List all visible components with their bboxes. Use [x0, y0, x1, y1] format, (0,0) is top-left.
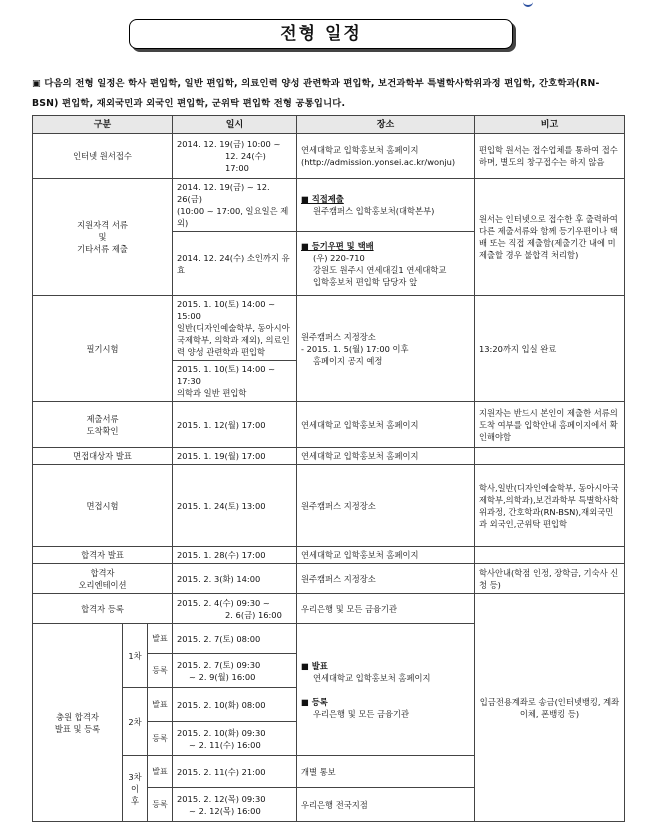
- table-row: [33, 465, 625, 547]
- header-place: 장소: [297, 116, 475, 134]
- row-date: 2015. 1. 12(월) 17:00: [173, 402, 297, 448]
- header-date: 일시: [173, 116, 297, 134]
- row-date: [173, 722, 297, 756]
- row-category: 합격자 발표: [33, 547, 173, 564]
- date-line: 2015. 1. 10(토) 14:00 ~ 15:00: [177, 299, 276, 321]
- row-date: 2015. 2. 11(수) 21:00: [173, 756, 297, 788]
- announce-label: 발표: [148, 688, 173, 722]
- row-note: 13:20까지 입실 완료: [475, 296, 625, 402]
- date-line: ~ 2. 9(월) 16:00: [189, 671, 256, 682]
- row-date: 2014. 12. 24(수) 소인까지 유효: [173, 232, 297, 296]
- place-line: 입학홍보처 편입학 담당자 앞: [313, 276, 418, 287]
- date-line: 2015. 2. 4(수) 09:30 ~: [177, 597, 270, 608]
- schedule-table: [32, 115, 625, 822]
- table-row: [33, 594, 625, 624]
- row-note: 입금전용계좌로 송금(인터넷뱅킹, 계좌이체, 폰뱅킹 등): [475, 594, 625, 822]
- date-line: 2015. 2. 10(화) 09:30: [177, 727, 266, 738]
- place-line: (http://admission.yonsei.ac.kr/wonju): [301, 157, 456, 167]
- row-place: 연세대학교 입학홍보처 홈페이지: [297, 402, 475, 448]
- row-date: 2015. 1. 24(토) 13:00: [173, 465, 297, 547]
- announce-label: 발표: [148, 624, 173, 654]
- date-line: 12. 24(수) 17:00: [225, 151, 266, 173]
- category-line: 및: [98, 232, 107, 242]
- date-line: 2015. 2. 12(목) 09:30: [177, 793, 266, 804]
- row-place: 연세대학교 입학홍보처 홈페이지: [297, 547, 475, 564]
- place-line: 우리은행 및 모든 금융기관: [313, 708, 410, 719]
- page-title: 전형 일정: [129, 19, 513, 49]
- row-category: [33, 179, 173, 296]
- row-date: [173, 788, 297, 822]
- row-note: 지원자는 반드시 본인이 제출한 서류의 도착 여부를 입학안내 홈페이지에서 확인해야함: [475, 402, 625, 448]
- row-place: 우리은행 및 모든 금융기관: [297, 594, 475, 624]
- row-date: 2015. 1. 19(월) 17:00: [173, 448, 297, 465]
- date-line: 2015. 1. 10(토) 14:00 ~ 17:30: [177, 364, 276, 386]
- row-note: 편입학 원서는 접수업체를 통하여 접수하며, 별도의 창구접수는 하지 않음: [475, 134, 625, 179]
- row-category: 합격자 등록: [33, 594, 173, 624]
- announce-label: 발표: [148, 756, 173, 788]
- row-place: 원주캠퍼스 지정장소: [297, 465, 475, 547]
- date-line: 의학과 일반 편입학: [177, 388, 247, 398]
- date-line: 2. 6(금) 16:00: [225, 609, 282, 620]
- intro-text: ▣ 다음의 전형 일정은 학사 편입학, 일반 편입학, 의료인력 양성 관련학과 편입학, 보건과학부 특별학사학위과정 편입학, 간호학과(RN-BSN) 편입학, 재외국민과 외국인 편입학, 군위탁 편입학 전형 공통입니다.: [32, 78, 600, 109]
- table-row: [33, 296, 625, 361]
- table-row: [33, 448, 625, 465]
- row-category: [33, 564, 173, 594]
- row-date: [173, 296, 297, 361]
- place-title: ■ 발표: [301, 660, 328, 671]
- row-category: [33, 402, 173, 448]
- row-place: [297, 134, 475, 179]
- table-row: [33, 179, 625, 232]
- place-line: 홈페이지 공지 예정: [313, 355, 383, 366]
- table-row: [33, 402, 625, 448]
- row-note: [475, 448, 625, 465]
- date-line: ~ 2. 12(목) 16:00: [189, 805, 261, 816]
- place-title: ■ 등기우편 및 택배: [301, 240, 374, 251]
- register-label: 등록: [148, 788, 173, 822]
- round-line: 이후: [130, 783, 139, 806]
- row-date: [173, 134, 297, 179]
- row-note: 학사,일반(디자인예술학부, 동아시아국제학부,의학과),보건과학부 특별학사학위과정, 간호학과(RN-BSN),재외국민과 외국인,군위탁 편입학: [475, 465, 625, 547]
- row-place: [297, 179, 475, 232]
- category-line: 합격자: [90, 567, 115, 578]
- row-date: 2015. 2. 7(토) 08:00: [173, 624, 297, 654]
- place-line: 연세대학교 입학홍보처 홈페이지: [313, 672, 431, 683]
- date-line: (10:00 ~ 17:00, 일요일은 제외): [177, 206, 289, 228]
- date-line: 2014. 12. 19(금) ~ 12. 26(금): [177, 182, 270, 204]
- row-note: 원서는 인터넷으로 접수한 후 출력하여 다른 제출서류와 함께 등기우편이나 택배 또는 직접 제출함(제출기간 내에 미제출할 경우 불합격 처리함): [475, 179, 625, 296]
- row-date: [173, 179, 297, 232]
- date-line: 2015. 2. 7(토) 09:30: [177, 659, 261, 670]
- round-line: 3차: [128, 771, 142, 782]
- round-label: 1차: [123, 624, 148, 688]
- row-note: [475, 547, 625, 564]
- row-place: [297, 232, 475, 296]
- register-label: 등록: [148, 654, 173, 688]
- category-line: 제출서류: [86, 413, 119, 424]
- row-category: 면접대상자 발표: [33, 448, 173, 465]
- category-line: 도착확인: [86, 425, 119, 436]
- place-title: ■ 직접제출: [301, 194, 344, 204]
- row-date: [173, 361, 297, 402]
- spacer: [301, 684, 470, 696]
- row-category: [33, 624, 123, 822]
- row-date: 2015. 2. 10(화) 08:00: [173, 688, 297, 722]
- row-date: 2015. 2. 3(화) 14:00: [173, 564, 297, 594]
- row-category: 인터넷 원서접수: [33, 134, 173, 179]
- row-place: 원주캠퍼스 지정장소: [297, 564, 475, 594]
- row-place: 우리은행 전국지점: [297, 788, 475, 822]
- table-row: [33, 547, 625, 564]
- row-category: 면접시험: [33, 465, 173, 547]
- table-header-row: [33, 116, 625, 134]
- round-label: [123, 756, 148, 822]
- place-line: 원주캠퍼스 입학홍보처(대학본부): [313, 206, 435, 216]
- header-category: 구분: [33, 116, 173, 134]
- table-row: [33, 564, 625, 594]
- category-line: 지원자격 서류: [77, 220, 128, 230]
- row-date: [173, 594, 297, 624]
- category-line: 기타서류 제출: [77, 244, 128, 254]
- row-place: 연세대학교 입학홍보처 홈페이지: [297, 448, 475, 465]
- corner-decoration: [523, 0, 533, 7]
- category-line: 오리엔테이션: [78, 579, 127, 590]
- row-date: [173, 654, 297, 688]
- row-place: 개별 통보: [297, 756, 475, 788]
- row-note: 학사안내(학점 인정, 장학금, 기숙사 신청 등): [475, 564, 625, 594]
- round-label: 2차: [123, 688, 148, 756]
- place-line: - 2015. 1. 5(월) 17:00 이후: [301, 343, 409, 354]
- row-category: 필기시험: [33, 296, 173, 402]
- place-line: 강원도 원주시 연세대길1 연세대학교: [313, 264, 447, 275]
- category-line: 충원 합격자: [56, 711, 99, 722]
- date-line: 일반(디자인예술학부, 동아시아국제학부, 의학과 제외), 의료인력 양성 관련학과 편입학: [177, 323, 290, 357]
- row-place: [297, 296, 475, 402]
- place-line: 원주캠퍼스 지정장소: [301, 331, 376, 342]
- header-note: 비고: [475, 116, 625, 134]
- place-title: ■ 등록: [301, 696, 328, 707]
- register-label: 등록: [148, 722, 173, 756]
- table-row: [33, 134, 625, 179]
- row-place: [297, 624, 475, 756]
- date-line: 2014. 12. 19(금) 10:00 ~: [177, 139, 281, 149]
- place-line: (우) 220-710: [313, 252, 365, 263]
- place-line: 연세대학교 입학홍보처 홈페이지: [301, 145, 419, 155]
- row-date: 2015. 1. 28(수) 17:00: [173, 547, 297, 564]
- category-line: 발표 및 등록: [54, 723, 101, 734]
- date-line: ~ 2. 11(수) 16:00: [189, 739, 261, 750]
